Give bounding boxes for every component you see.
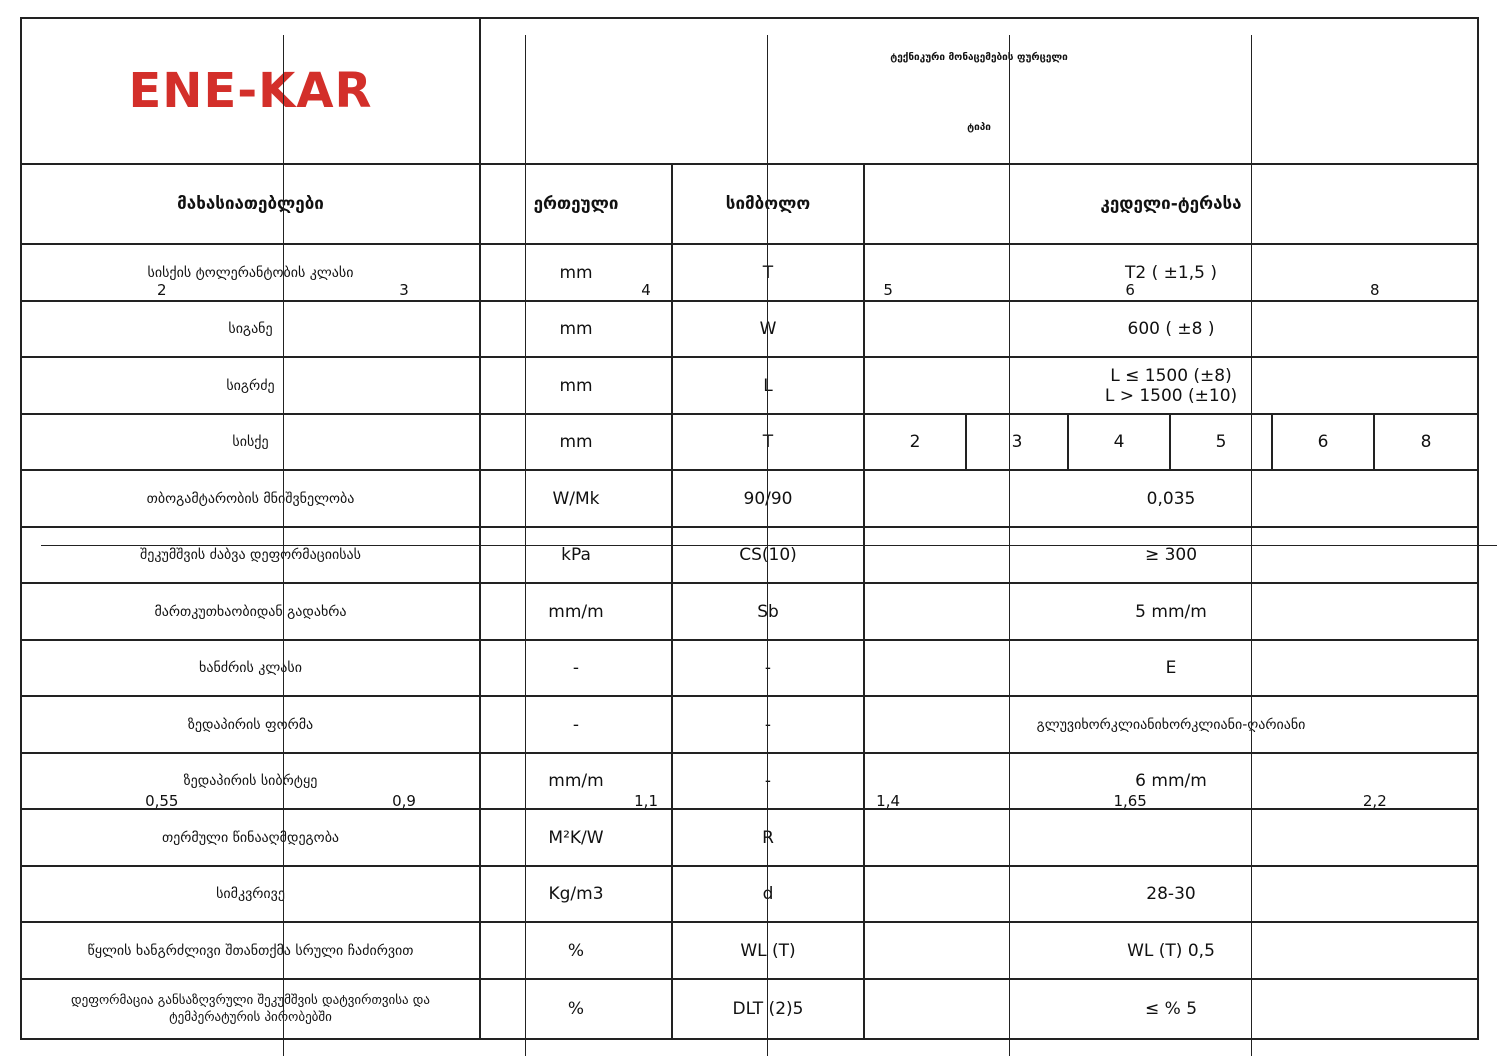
row-value: 600 ( ±8 )	[864, 301, 1478, 357]
row-property: წყლის ხანგრძლივი შთანთქმა სრული ჩაძირვით	[21, 922, 480, 979]
row-property: მართკუთხაობიდან გადახრა	[21, 583, 480, 640]
resistance-value: 2,2	[1251, 809, 1478, 866]
length-tolerance-short: L ≤ 1500 (±8)	[1110, 365, 1232, 386]
row-property: ხანძრის კლასი	[21, 640, 480, 696]
row-property-line1: დეფორმაცია განსაზღვრული შეკუმშვის დატვირთვისა და	[70, 993, 431, 1008]
thickness-value: 2	[864, 414, 966, 470]
row-unit: %	[480, 979, 672, 1039]
technical-data-table	[20, 17, 1479, 1040]
row-unit: Kg/m3	[480, 866, 672, 922]
document-type-label: ტიპი	[967, 121, 991, 133]
document-title: ტექნიკური მონაცემების ფურცელი	[890, 51, 1068, 63]
row-symbol: -	[672, 640, 864, 696]
row-symbol: WL (T)	[672, 922, 864, 979]
row-symbol: R	[672, 809, 864, 866]
row-value: ≤ % 5	[864, 979, 1478, 1039]
row-property-line2: ტემპერატურის პირობებში	[169, 1010, 332, 1025]
resistance-value: 1,4	[864, 809, 1009, 866]
row-symbol: W	[672, 301, 864, 357]
row-unit: kPa	[480, 527, 672, 583]
row-property: სისქის ტოლერანტობის კლასი	[21, 244, 480, 301]
thermal-resistance-subtable: 2 3 4 5 6 8 0,55 0,9 1,1 1,4 1,65 2,2	[864, 809, 1478, 866]
thickness-value: 5	[1170, 414, 1272, 470]
row-symbol: CS(10)	[672, 527, 864, 583]
row-property: სიგრძე	[21, 357, 480, 414]
thickness-value: 6	[1272, 414, 1374, 470]
row-value: გლუვიხორკლიანიხორკლიანი-ღარიანი	[864, 696, 1478, 753]
row-symbol: DLT (2)5	[672, 979, 864, 1039]
header-unit: ერთეული	[480, 164, 672, 244]
row-value: 6 mm/m	[864, 753, 1478, 809]
header-symbol: სიმბოლო	[672, 164, 864, 244]
row-property: სიგანე	[21, 301, 480, 357]
row-symbol: -	[672, 753, 864, 809]
row-symbol: T	[672, 414, 864, 470]
header-value: კედელი-ტერასა	[864, 164, 1478, 244]
row-symbol: d	[672, 866, 864, 922]
row-unit: mm/m	[480, 753, 672, 809]
row-unit: M²K/W	[480, 809, 672, 866]
header-property: მახასიათებლები	[21, 164, 480, 244]
row-symbol: 90/90	[672, 470, 864, 527]
row-unit: %	[480, 922, 672, 979]
row-unit: -	[480, 640, 672, 696]
row-value: ≥ 300	[864, 527, 1478, 583]
resistance-value: 1,65	[1009, 809, 1251, 866]
row-value: WL (T) 0,5	[864, 922, 1478, 979]
row-unit: mm	[480, 414, 672, 470]
brand-logo: ENE-KAR	[128, 63, 373, 119]
row-unit: mm/m	[480, 583, 672, 640]
row-value: E	[864, 640, 1478, 696]
row-symbol: Sb	[672, 583, 864, 640]
row-value: 5 mm/m	[864, 583, 1478, 640]
row-property: თბოგამტარობის მნიშვნელობა	[21, 470, 480, 527]
row-value: 0,035	[864, 470, 1478, 527]
row-unit: mm	[480, 244, 672, 301]
row-unit: -	[480, 696, 672, 753]
row-property: თერმული წინააღმდეგობა	[21, 809, 480, 866]
row-symbol: T	[672, 244, 864, 301]
thickness-value: 8	[1374, 414, 1478, 470]
row-unit: mm	[480, 357, 672, 414]
row-unit: W/Mk	[480, 470, 672, 527]
row-property: სისქე	[21, 414, 480, 470]
length-tolerance-long: L > 1500 (±10)	[1104, 385, 1238, 406]
row-symbol: -	[672, 696, 864, 753]
row-property: ზედაპირის ფორმა	[21, 696, 480, 753]
thickness-value: 4	[1068, 414, 1170, 470]
table-row	[21, 809, 1478, 866]
row-value: 28-30	[864, 866, 1478, 922]
row-property: ზედაპირის სიბრტყე	[21, 753, 480, 809]
row-symbol: L	[672, 357, 864, 414]
row-property: სიმკვრივე	[21, 866, 480, 922]
thickness-value: 3	[966, 414, 1068, 470]
row-unit: mm	[480, 301, 672, 357]
row-value: T2 ( ±1,5 )	[864, 244, 1478, 301]
row-property: შეკუმშვის ძაბვა დეფორმაციისას	[21, 527, 480, 583]
